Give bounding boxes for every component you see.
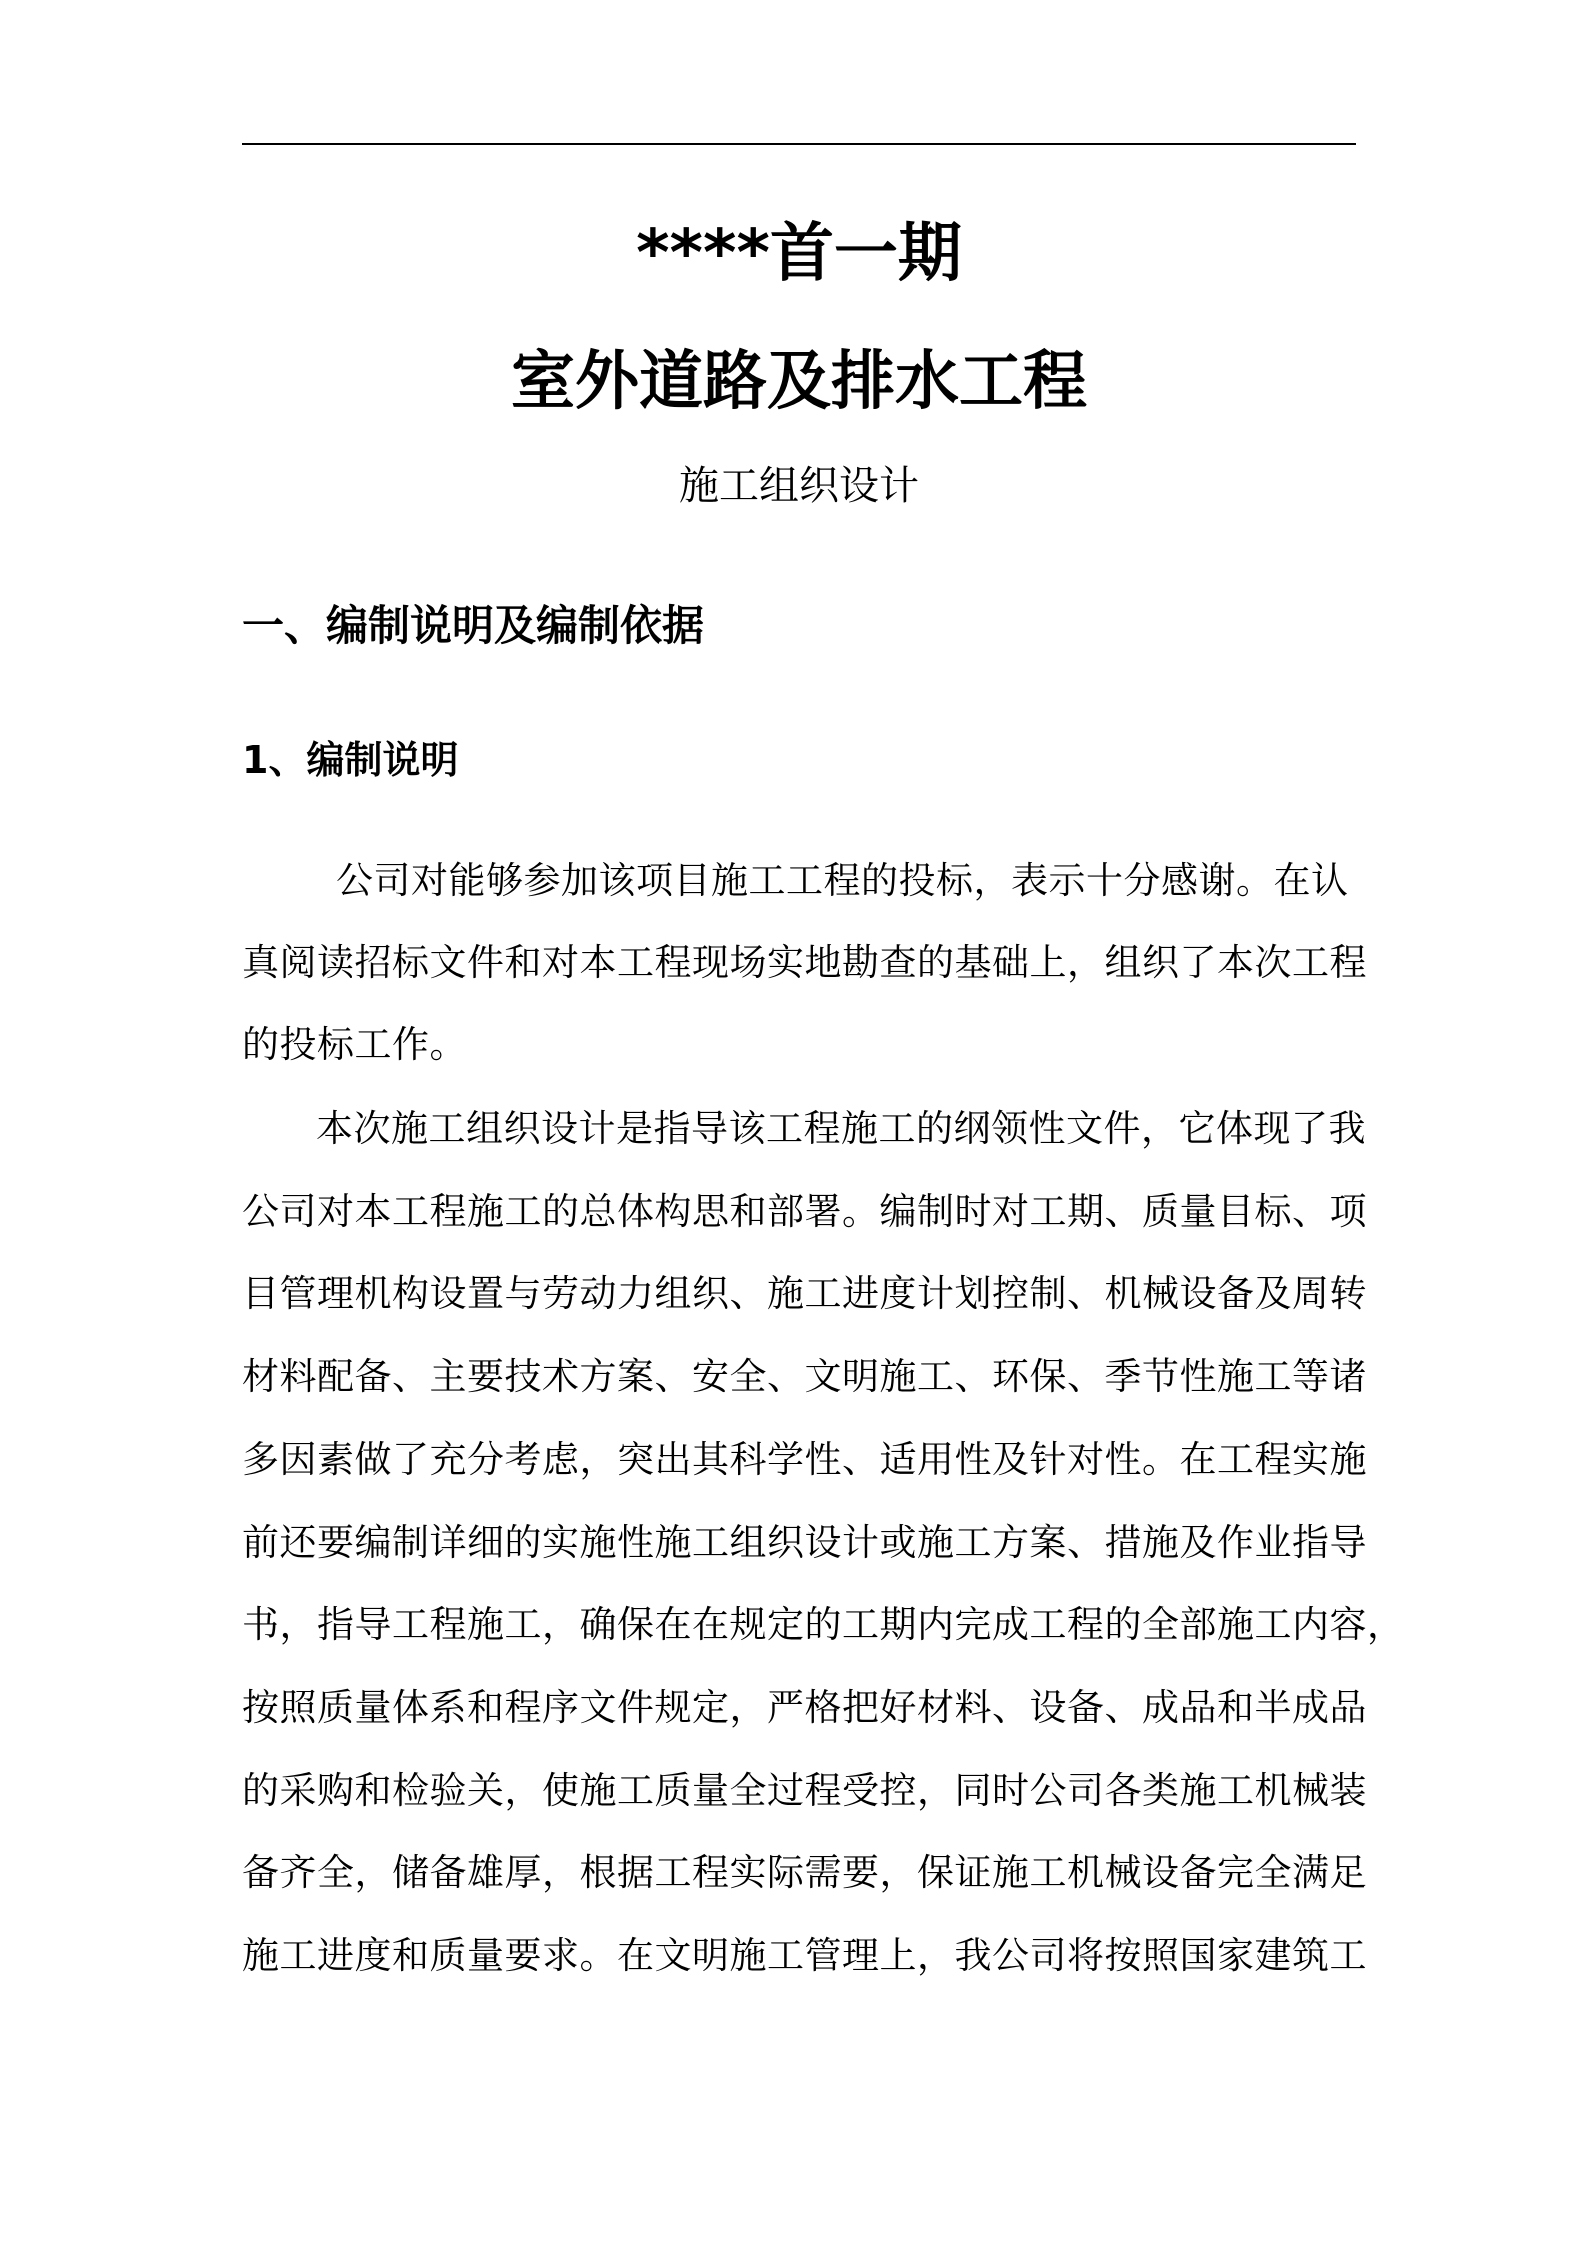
paragraph-2-line: 前还要编制详细的实施性施工组织设计或施工方案、措施及作业指导	[242, 1521, 1367, 1564]
paragraph-2-line: 目管理机构设置与劳动力组织、施工进度计划控制、机械设备及周转	[242, 1272, 1367, 1315]
paragraph-1-line: 的投标工作。	[242, 1023, 467, 1066]
document-title-line-2: 室外道路及排水工程	[511, 345, 1087, 419]
paragraph-2-line: 多因素做了充分考虑，突出其科学性、适用性及针对性。在工程实施	[242, 1438, 1367, 1481]
paragraph-2-line: 按照质量体系和程序文件规定，严格把好材料、设备、成品和半成品	[242, 1686, 1367, 1729]
document-subtitle: 施工组织设计	[679, 463, 919, 509]
paragraph-2-line: 施工进度和质量要求。在文明施工管理上，我公司将按照国家建筑工	[242, 1934, 1367, 1977]
paragraph-2-line: 公司对本工程施工的总体构思和部署。编制时对工期、质量目标、项	[242, 1190, 1367, 1233]
header-rule	[242, 143, 1356, 145]
paragraph-2-line: 材料配备、主要技术方案、安全、文明施工、环保、季节性施工等诸	[242, 1355, 1367, 1398]
document-title-line-1: ****首一期	[636, 217, 962, 291]
section-heading: 一、编制说明及编制依据	[242, 601, 705, 650]
paragraph-1-line: 公司对能够参加该项目施工工程的投标，表示十分感谢。在认	[336, 859, 1349, 902]
paragraph-2-line: 备齐全，储备雄厚，根据工程实际需要，保证施工机械设备完全满足	[242, 1851, 1367, 1894]
paragraph-1-line: 真阅读招标文件和对本工程现场实地勘查的基础上，组织了本次工程	[242, 941, 1367, 984]
subsection-heading: 1、编制说明	[242, 738, 459, 782]
paragraph-2-line: 书，指导工程施工，确保在在规定的工期内完成工程的全部施工内容，	[242, 1603, 1405, 1646]
paragraph-2-line: 本次施工组织设计是指导该工程施工的纲领性文件，它体现了我	[316, 1107, 1366, 1150]
paragraph-2-line: 的采购和检验关，使施工质量全过程受控，同时公司各类施工机械装	[242, 1769, 1367, 1812]
